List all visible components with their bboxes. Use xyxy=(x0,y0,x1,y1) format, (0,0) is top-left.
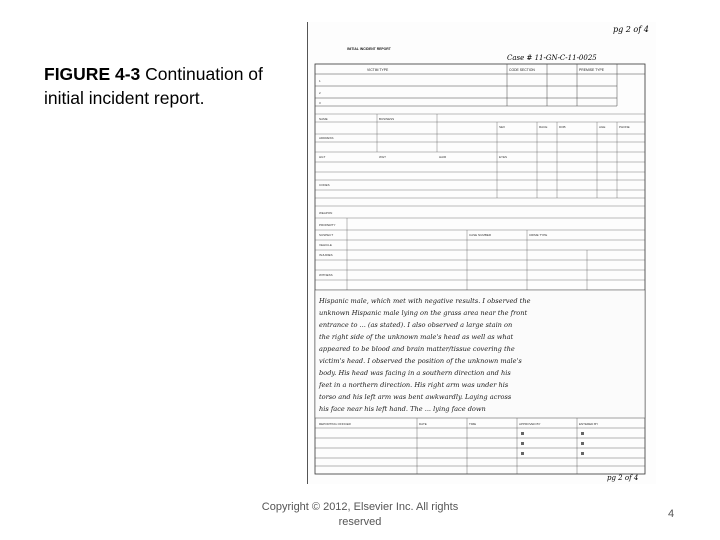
label-name: NAME xyxy=(319,117,328,121)
label-dob: DOB xyxy=(559,125,566,129)
label-time: TIME xyxy=(469,422,477,426)
incident-report-scan xyxy=(307,22,656,484)
label-case-number: CASE NUMBER xyxy=(469,233,492,237)
narrative-line: body. His head was facing in a southern direction and his xyxy=(319,369,511,377)
narrative-line: feet in a northern direction. His right arm was under his xyxy=(319,381,509,389)
svg-text:2: 2 xyxy=(319,91,321,95)
label-phone: PHONE xyxy=(619,125,630,129)
label-premise-type: PREMISE TYPE xyxy=(579,68,604,72)
narrative-line: unknown Hispanic male lying on the grass area near the front xyxy=(319,309,528,317)
label-date: DATE xyxy=(419,422,427,426)
label-entered: ENTERED BY xyxy=(579,422,599,426)
label-vehicle: VEHICLE xyxy=(319,243,332,247)
label-age: AGE xyxy=(599,125,606,129)
label-approved: APPROVED BY xyxy=(519,422,541,426)
label-sex: SEX xyxy=(499,125,506,129)
narrative-line: Hispanic male, which met with negative results. I observed the xyxy=(319,297,531,305)
label-race: RACE xyxy=(539,125,548,129)
label-weight: WGT xyxy=(379,155,386,159)
narrative-line: entrance to ... (as stated). I also observed a large stain on xyxy=(319,321,513,329)
label-victim-type: VICTIM TYPE xyxy=(367,68,389,72)
figure-caption-text: Continuation of initial incident report. xyxy=(44,64,263,108)
figure-label: FIGURE 4-3 xyxy=(44,64,141,84)
label-suspect: SUSPECT xyxy=(319,233,334,237)
label-witness: WITNESS xyxy=(319,273,333,277)
label-business: BUSINESS xyxy=(379,117,395,121)
narrative-line: his face near his left hand. The ... lying face down xyxy=(319,405,486,413)
slide-page-number: 4 xyxy=(668,508,675,520)
label-property: PROPERTY xyxy=(319,223,336,227)
label-weapon: WEAPON xyxy=(319,211,333,215)
figure-caption xyxy=(44,62,284,110)
report-title: INITIAL INCIDENT REPORT xyxy=(347,47,391,51)
label-crime-type: CRIME TYPE xyxy=(529,233,548,237)
narrative-line: appeared to be blood and brain matter/tissue covering the xyxy=(319,345,515,353)
narrative-line: victim's head. I observed the position of the unknown male's xyxy=(319,357,522,365)
label-eyes: EYES xyxy=(499,155,508,159)
page-note-bottom: pg 2 of 4 xyxy=(607,474,639,482)
label-height: HGT xyxy=(319,155,326,159)
narrative-line: torso and his left arm was bent awkwardly. Laying across xyxy=(319,393,512,401)
case-number-handwritten: Case # 11-GN-C-11-0025 xyxy=(507,54,597,62)
label-officer: REPORTING OFFICER xyxy=(319,422,351,426)
label-hair: HAIR xyxy=(439,155,447,159)
label-codes: CODES xyxy=(319,183,330,187)
label-injuries: INJURIES xyxy=(319,253,333,257)
svg-text:1: 1 xyxy=(319,79,321,83)
label-code-section: CODE SECTION xyxy=(509,68,535,72)
copyright-footer: Copyright © 2012, Elsevier Inc. All rights reserved xyxy=(261,501,459,528)
svg-text:3: 3 xyxy=(319,101,321,105)
narrative-line: the right side of the unknown male's head as well as what xyxy=(319,333,514,341)
label-address: ADDRESS xyxy=(319,136,334,140)
page-note-top: pg 2 of 4 xyxy=(613,25,649,34)
